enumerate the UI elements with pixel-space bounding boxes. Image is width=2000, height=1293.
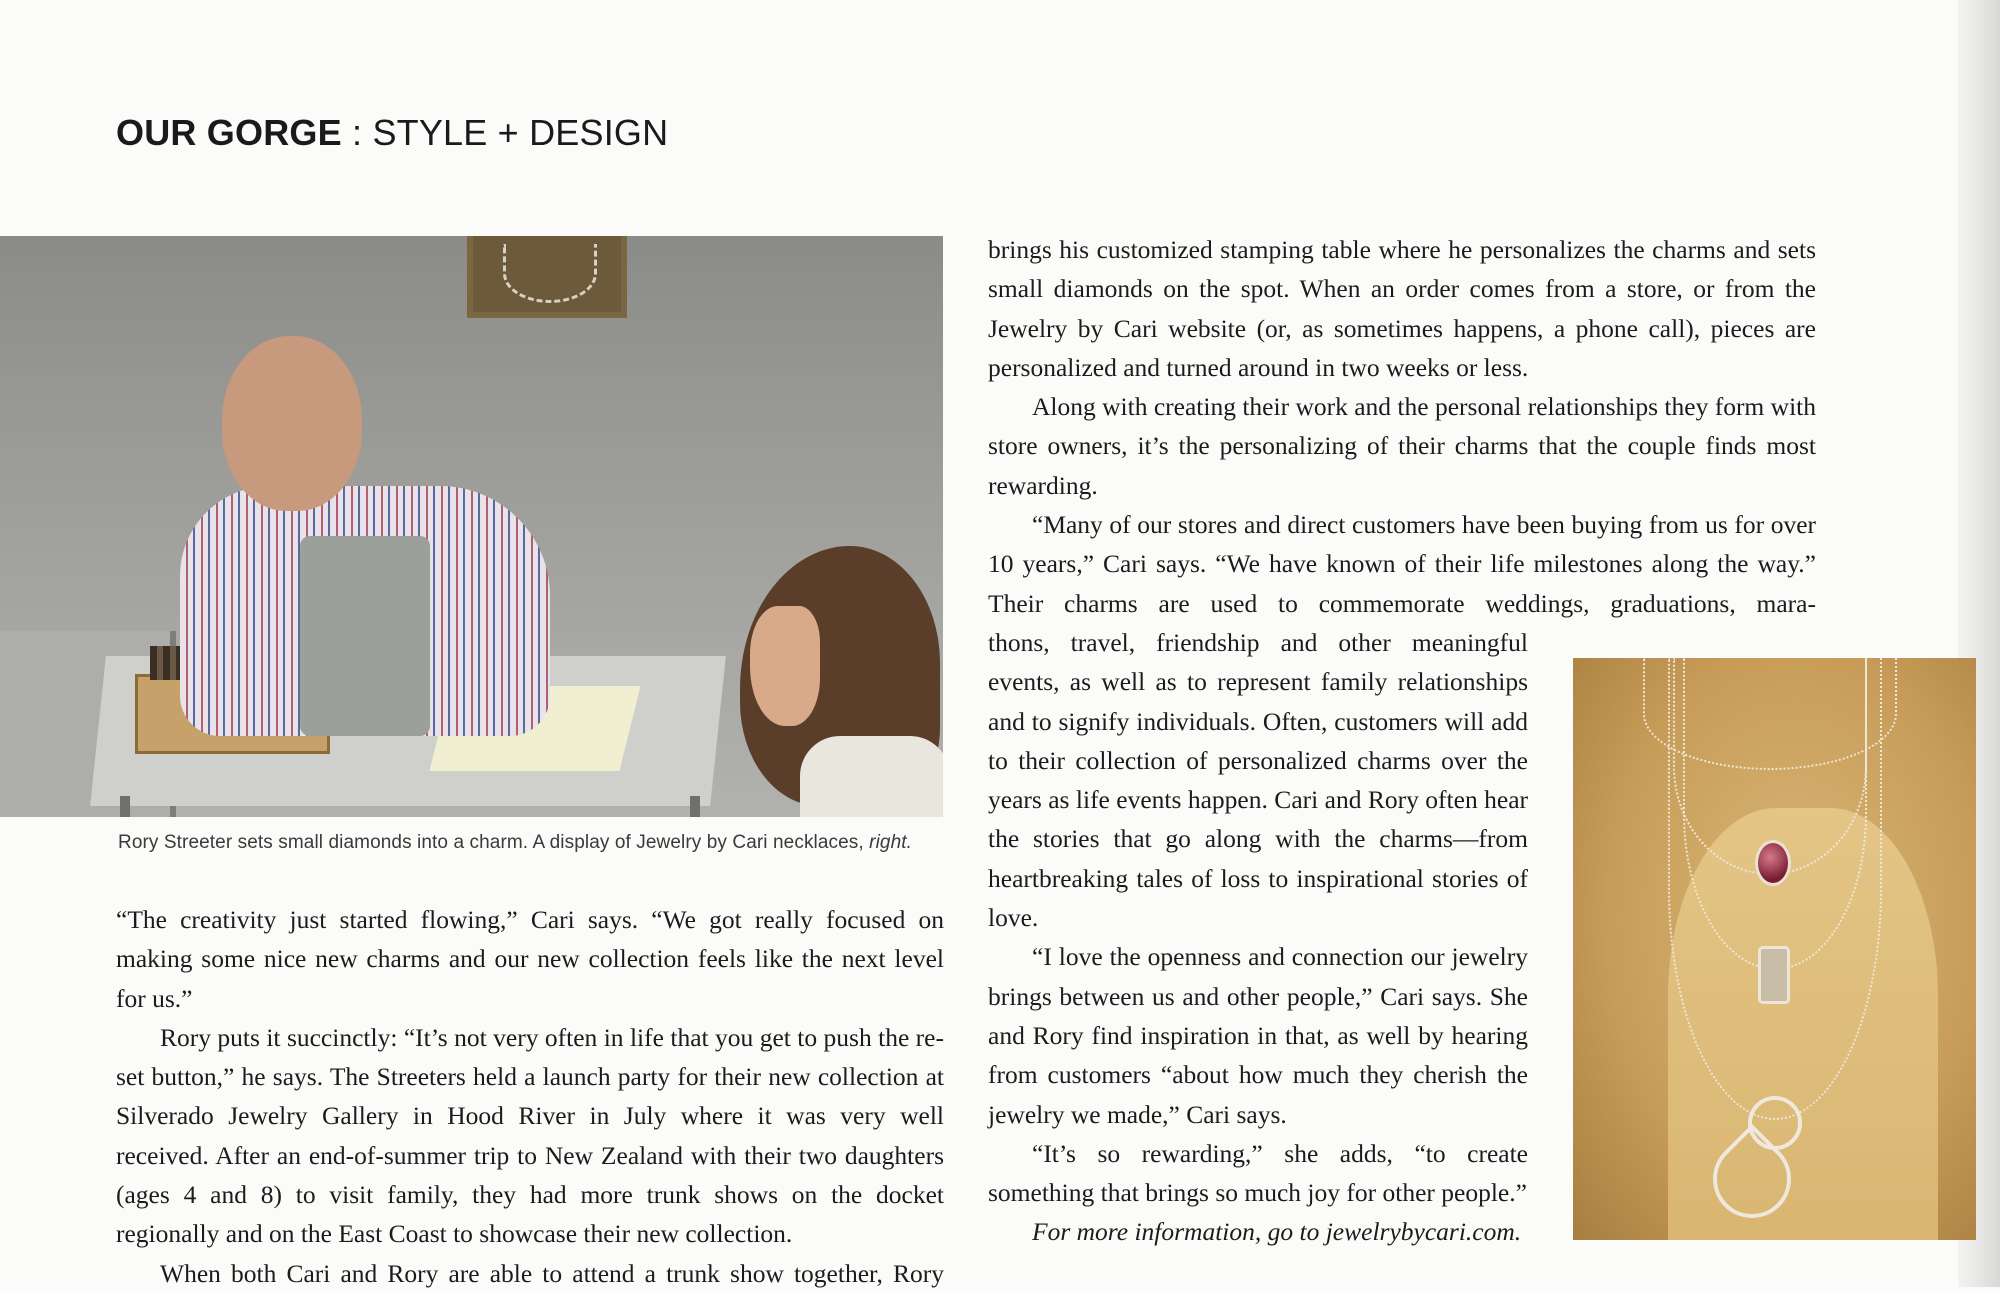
- caption-italic: right.: [869, 832, 912, 853]
- apron: [300, 536, 430, 736]
- article-column-right-narrow: [988, 623, 1528, 1252]
- girl-face: [750, 606, 820, 726]
- gemstone-pendant: [1755, 840, 1791, 886]
- photo-necklace-display: [1573, 658, 1976, 1240]
- necklace-chain: [1668, 658, 1882, 1120]
- article-column-right-top: [988, 230, 1816, 623]
- tag-pendant: [1758, 946, 1790, 1004]
- section-title: OUR GORGE: [116, 112, 342, 153]
- paragraph: Along with creating their work and the personal relationships they form with store owners, it’s the personalizing of their charms that the couple finds most rewarding.: [988, 392, 1816, 500]
- paragraph: When both Cari and Rory are able to attend a trunk show together, Rory: [160, 1258, 944, 1288]
- table-leg: [120, 796, 130, 817]
- paragraph: brings his customized stamping table where he personalizes the charms and sets small diamonds on the spot. When an order comes from a store, or from the Jewelry by Cari website (or, as sometimes happens, a phone call), pieces are personalized and turned around in two weeks or less.: [988, 235, 1816, 382]
- photo-caption: [118, 832, 912, 854]
- section-separator: :: [341, 112, 373, 153]
- article-column-left: [116, 900, 944, 1293]
- table-leg: [690, 796, 700, 817]
- framed-necklace: [467, 236, 627, 318]
- paragraph: thons, travel, friendship and other meaningful events, as well as to represent family relationships and to signify individuals. Often, customers will add to their collection of personalized charms over the years as life events happen. Cari and Rory often hear the stories that go along with the charms—from heartbreaking tales of loss to inspirational stories of love.: [988, 628, 1528, 933]
- paragraph: “It’s so rewarding,” she adds, “to create something that brings so much joy for other people.”: [988, 1138, 1528, 1208]
- section-header: [116, 112, 668, 154]
- paragraph: “I love the openness and connection our jewelry brings between us and other people,” Cari says. She and Rory find inspiration in that, as well by hearing from customers “about how much they cherish the jewelry we made,” Cari says.: [988, 942, 1528, 1129]
- paragraph: “Many of our stores and direct customers have been buying from us for over 10 years,” Cari says. “We have known of their life milestones along the way.” Their charms are used to commemorate weddings, graduations, mara-: [988, 510, 1816, 618]
- caption-text: Rory Streeter sets small diamonds into a charm. A display of Jewelry by Cari necklaces,: [118, 832, 870, 853]
- more-info-line: For more information, go to jewelrybycari.com.: [1032, 1217, 1522, 1247]
- man-head: [222, 336, 362, 511]
- paragraph: Rory puts it succinctly: “It’s not very often in life that you get to push the re-set button,” he says. The Streeters held a launch party for their new collection at Silverado Jewelry Gallery in Hood River in July where it was very well received. After an end-of-summer trip to New Zealand with their two daughters (ages 4 and 8) to visit family, they had more trunk shows on the docket regionally and on the East Coast to showcase their new collection.: [116, 1022, 944, 1249]
- girl-shirt: [800, 736, 943, 817]
- subsection-title: STYLE + DESIGN: [372, 112, 669, 153]
- photo-rory-stamping-table: [0, 236, 943, 817]
- paragraph: “The creativity just started flowing,” Cari says. “We got really focused on making some nice new charms and our new collection feels like the next level for us.”: [116, 905, 944, 1013]
